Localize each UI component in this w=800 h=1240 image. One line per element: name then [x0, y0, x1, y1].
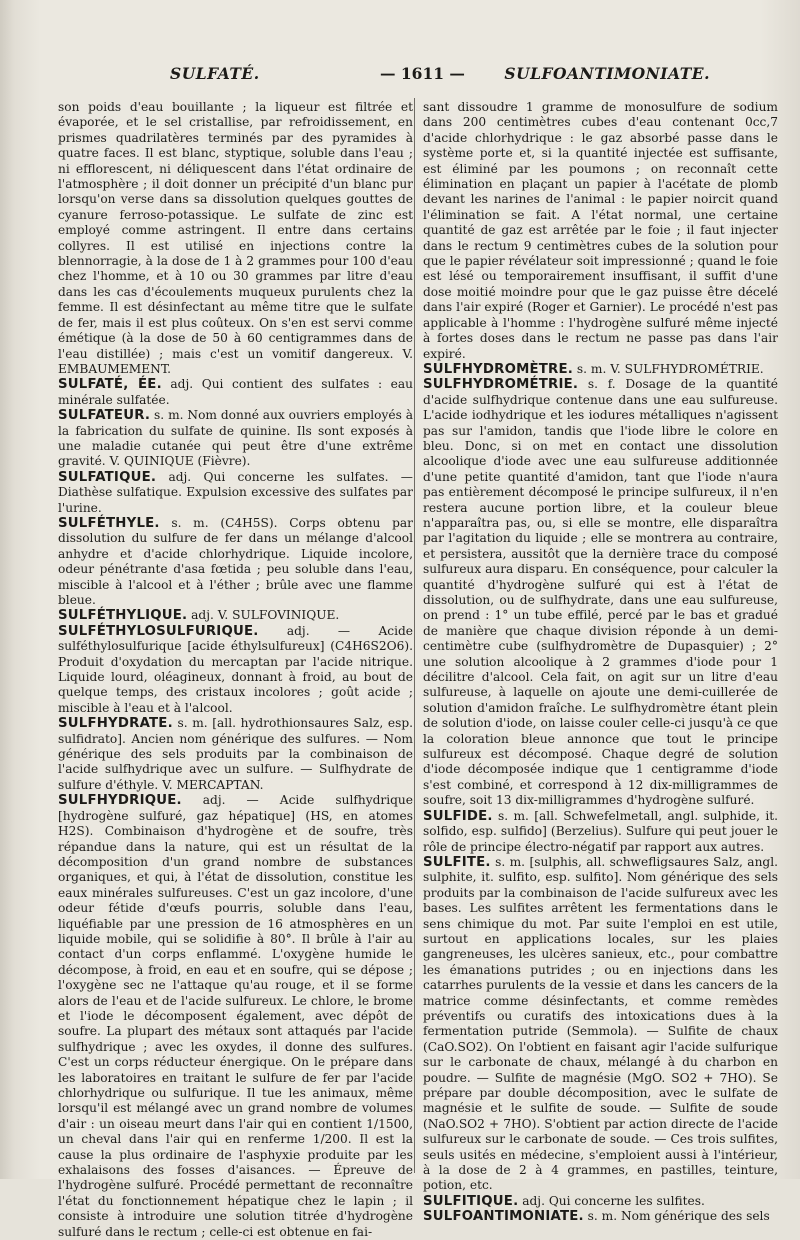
entry	[58, 377, 413, 408]
entry	[58, 624, 413, 716]
entry	[423, 100, 778, 362]
entry	[58, 516, 413, 608]
entry	[423, 377, 778, 808]
entry-text: adj. V. SULFOVINIQUE.	[187, 608, 340, 623]
left-column	[58, 100, 413, 1239]
running-header	[170, 64, 710, 88]
entry	[423, 855, 778, 1194]
header-left-guideword: SULFATÉ.	[170, 64, 260, 83]
header-right-guideword: SULFOANTIMONIATE.	[504, 64, 710, 83]
entry-text: s. m. Nom générique des sels	[583, 1209, 770, 1224]
entry-text: adj. Qui concerne les sulfites.	[518, 1193, 705, 1208]
entry	[58, 100, 413, 377]
entry-text: sant dissoudre 1 gramme de monosulfure de sodium dans 200 centimètres cubes d'eau contenant 0cc,7 d'acide chlorhydrique : le gaz absorbé passe dans le système porte et, si la quantité injectée est suffisante, est éliminé par les poumons ; on reconnaît cette élimination en plaçant un papier à l'acétate de plomb devant les narines de l'animal : le papier noircit quand l'élimination se fait. A l'état normal, une certaine quantité de gaz est arrêtée par le foie ; il faut injecter dans le rectum 9 centimètres cubes de la solution pour que le papier révélateur soit impressionné ; quand le foie est lésé ou temporairement insuffisant, il suffit d'une dose moitié moindre pour que le gaz puisse être décelé dans l'air expiré (Roger et Garnier). Le procédé n'est pas applicable à l'homme : l'hydrogène sulfuré même injecté à fortes doses dans le rectum ne passe pas dans l'air expiré.	[423, 100, 778, 361]
entry-text: adj. — Acide sulféthylosulfurique [acide éthylsulfureux] (C4H6S2O6). Produit d'oxydation du mercaptan par l'acide nitrique. Liquide lourd, oléagineux, donnant à froid, au bout de quelque temps, des cristaux incolores ; goût acide ; miscible à l'eau et à l'alcool.	[58, 623, 413, 715]
page-number: — 1611 —	[380, 64, 465, 83]
entry-headword: SULFÉTHYLOSULFURIQUE.	[58, 623, 259, 639]
entry	[58, 716, 413, 793]
entry	[58, 408, 413, 470]
entry-headword: SULFITIQUE.	[423, 1193, 519, 1209]
entry	[58, 793, 413, 1240]
entry-headword: SULFHYDRIQUE.	[58, 793, 182, 809]
entry	[423, 1209, 778, 1224]
entry-text: adj. — Acide sulfhydrique [hydrogène sulfuré, gaz hépatique] (HS, en atomes H2S). Combinaison d'hydrogène et de soufre, très répandue dans la nature, qui est un résultat de la décomposition d'un grand nombre de substances organiques, et qui, à l'état de dissolution, constitue les eaux minérales sulfureuses. C'est un gaz incolore, d'une odeur fétide d'œufs pourris, soluble dans l'eau, liquéfiable par une pression de 16 atmosphères en un liquide mobile, qui se solidifie à 80°. Il brûle à l'air au contact d'un corps enflammé. L'oxygène humide le décompose, à froid, en eau et en soufre, qui se dépose ; l'oxygène sec ne l'attaque qu'au rouge, et il se forme alors de l'eau et de l'acide sulfureux. Le chlore, le brome et l'iode le décomposent également, avec dépôt de soufre. La plupart des métaux sont attaqués par l'acide sulfhydrique ; avec les oxydes, il donne des sulfures. C'est un corps réducteur énergique. On le prépare dans les laboratoires en traitant le sulfure de fer par l'acide chlorhydrique ou sulfurique. Il tue les animaux, même lorsqu'il est mélangé avec un grand nombre de volumes d'air : un oiseau meurt dans l'air qui en contient 1/1500, un cheval dans l'air qui en renferme 1/200. Il est la cause la plus ordinaire de l'asphyxie produite par les exhalaisons des fosses d'aisances. — Épreuve de l'hydrogène sulfuré. Procédé permettant de reconnaître l'état du fonctionnement hépatique chez le lapin ; il consiste à introduire une solution titrée d'hydrogène sulfuré dans le rectum ; celle-ci est obtenue en fai-	[58, 793, 413, 1239]
entry-text: s. m. (C4H5S). Corps obtenu par dissolution du sulfure de fer dans un mélange d'alcool anhydre et d'acide chlorhydrique. Liquide incolore, odeur pénétrante d'asa fœtida ; peu soluble dans l'eau, miscible à l'alcool et à l'éther ; brûle avec une flamme bleue.	[58, 515, 413, 607]
entry	[423, 1194, 778, 1209]
entry-text: adj. Qui contient des sulfates : eau minérale sulfatée.	[58, 377, 413, 407]
entry-text: s. m. [sulphis, all. schwefligsaures Salz, angl. sulphite, it. sulfito, esp. sulfito]. Nom générique des sels produits par la combinaison de l'acide sulfureux avec les bases. Les sulfites arrêtent les fermentations dans le sens chimique du mot. Par suite l'emploi en est utile, surtout en applications locales, sur les plaies gangreneuses, les ulcères sanieux, etc., pour combattre les émanations putrides ; ou en injections dans les catarrhes purulents de la vessie et dans les cancers de la matrice comme désinfectants, et comme remèdes préventifs ou curatifs des intoxications dues à la fermentation putride (Semmola). — Sulfite de chaux (CaO.SO2). On l'obtient en faisant agir l'acide sulfurique sur le carbonate de chaux, mélangé à du charbon en poudre. — Sulfite de magnésie (MgO. SO2 + 7HO). Se prépare par double décomposition, avec le sulfate de magnésie et le sulfite de soude. — Sulfite de soude (NaO.SO2 + 7HO). S'obtient par action directe de l'acide sulfureux sur le carbonate de soude. — Ces trois sulfites, seuls usités en médecine, s'emploient aussi à l'intérieur, à la dose de 2 à 4 grammes, en pastilles, teinture, potion, etc.	[423, 854, 778, 1193]
entry-text: son poids d'eau bouillante ; la liqueur est filtrée et évaporée, et le sel cristallise, par refroidissement, en prismes quadrilatères terminés par des pyramides à quatre faces. Il est blanc, styptique, soluble dans l'eau ; ni efflorescent, ni déliquescent dans l'état ordinaire de l'atmosphère ; il doit donner un précipité d'un blanc pur lorsqu'on verse dans sa dissolution quelques gouttes de cyanure ferroso-potassique. Le sulfate de zinc est employé comme astringent. Il entre dans certains collyres. Il est utilisé en injections contre la blennorragie, à la dose de 1 à 2 grammes pour 100 d'eau chez l'homme, et à 10 ou 30 grammes par litre d'eau dans les cas d'écoulements muqueux purulents chez la femme. Il est désinfectant au même titre que le sulfate de fer, mais il est plus coûteux. On s'en est servi comme émétique (à la dose de 50 à 60 centigrammes dans de l'eau distillée) ; mais c'est un vomitif dangereux. V. EMBAUMEMENT.	[58, 100, 413, 376]
entry-headword: SULFATEUR.	[58, 408, 151, 424]
entry	[58, 608, 413, 623]
entry	[423, 362, 778, 377]
column-divider	[414, 98, 415, 1173]
entry-headword: SULFATÉ, ÉE.	[58, 377, 162, 393]
entry-headword: SULFÉTHYLE.	[58, 515, 160, 531]
entry-headword: SULFHYDROMÉTRIE.	[423, 377, 579, 393]
entry-text: s. m. [all. hydrothionsaures Salz, esp. sulfidrato]. Ancien nom générique des sulfures. — Nom générique des sels produits par la combinaison de l'acide sulfhydrique avec un sulfure. — Sulfhydrate de sulfure d'éthyle. V. MERCAPTAN.	[58, 716, 413, 792]
entry-headword: SULFOANTIMONIATE.	[423, 1209, 584, 1225]
entry-text: s. m. [all. Schwefelmetall, angl. sulphide, it. solfido, esp. sulfido] (Berzelius). Sulfure qui peut jouer le rôle de principe électro-négatif par rapport aux autres.	[423, 808, 778, 854]
entry	[58, 470, 413, 516]
entry-headword: SULFIDE.	[423, 808, 493, 824]
right-column	[423, 100, 778, 1225]
entry-text: s. f. Dosage de la quantité d'acide sulfhydrique contenue dans une eau sulfureuse. L'acide iodhydrique et les iodures métalliques n'agissent pas sur l'amidon, tandis que l'iode libre le colore en bleu. Donc, si on met en contact une dissolution alcoolique d'iode avec une eau sulfureuse additionnée d'une petite quantité d'amidon, tant que l'iode n'aura pas entièrement décomposé le principe sulfureux, il n'en restera aucune portion libre, et la couleur bleue n'apparaîtra pas, ou, si elle se montre, elle disparaîtra par l'agitation du liquide ; elle se montrera au contraire, et persistera, aussitôt que la dernière trace du composé sulfureux aura disparu. En conséquence, pour calculer la quantité d'hydrogène sulfuré qui est à l'état de dissolution, ou de sulfhydrate, dans une eau sulfureuse, on prend : 1° un tube effilé, percé par le bas et gradué de manière que chaque division réponde à un demi-centimètre cube (sulfhydromètre de Dupasquier) ; 2° une solution alcoolique à 2 grammes d'iode pour 1 décilitre d'alcool. Cela fait, on agit sur un litre d'eau sulfureuse, à laquelle on ajoute une demi-cuillerée de solution d'amidon fraîche. Le sulfhydromètre étant plein de solution d'iode, on laisse couler celle-ci jusqu'à ce que la coloration bleue annonce que tout le principe sulfureux est décomposé. Chaque degré de solution d'iode décomposée indique que 1 centigramme d'iode s'est combiné, et correspond à 12 dix-milligrammes de soufre, soit 13 dix-milligrammes d'hydrogène sulfuré.	[423, 377, 778, 808]
entry-text: s. m. Nom donné aux ouvriers employés à la fabrication du sulfate de quinine. Ils sont exposés à une maladie cutanée qui peut être d'une extrême gravité. V. QUINIQUE (Fièvre).	[58, 408, 413, 469]
entry-headword: SULFHYDROMÈTRE.	[423, 361, 574, 377]
entry-headword: SULFITE.	[423, 854, 491, 870]
entry-headword: SULFÉTHYLIQUE.	[58, 608, 188, 624]
entry-text: adj. Qui concerne les sulfates. — Diathèse sulfatique. Expulsion excessive des sulfates par l'urine.	[58, 469, 413, 515]
entry	[423, 809, 778, 855]
entry-headword: SULFATIQUE.	[58, 469, 157, 485]
entry-text: s. m. V. SULFHYDROMÉTRIE.	[573, 361, 764, 376]
entry-headword: SULFHYDRATE.	[58, 716, 173, 732]
